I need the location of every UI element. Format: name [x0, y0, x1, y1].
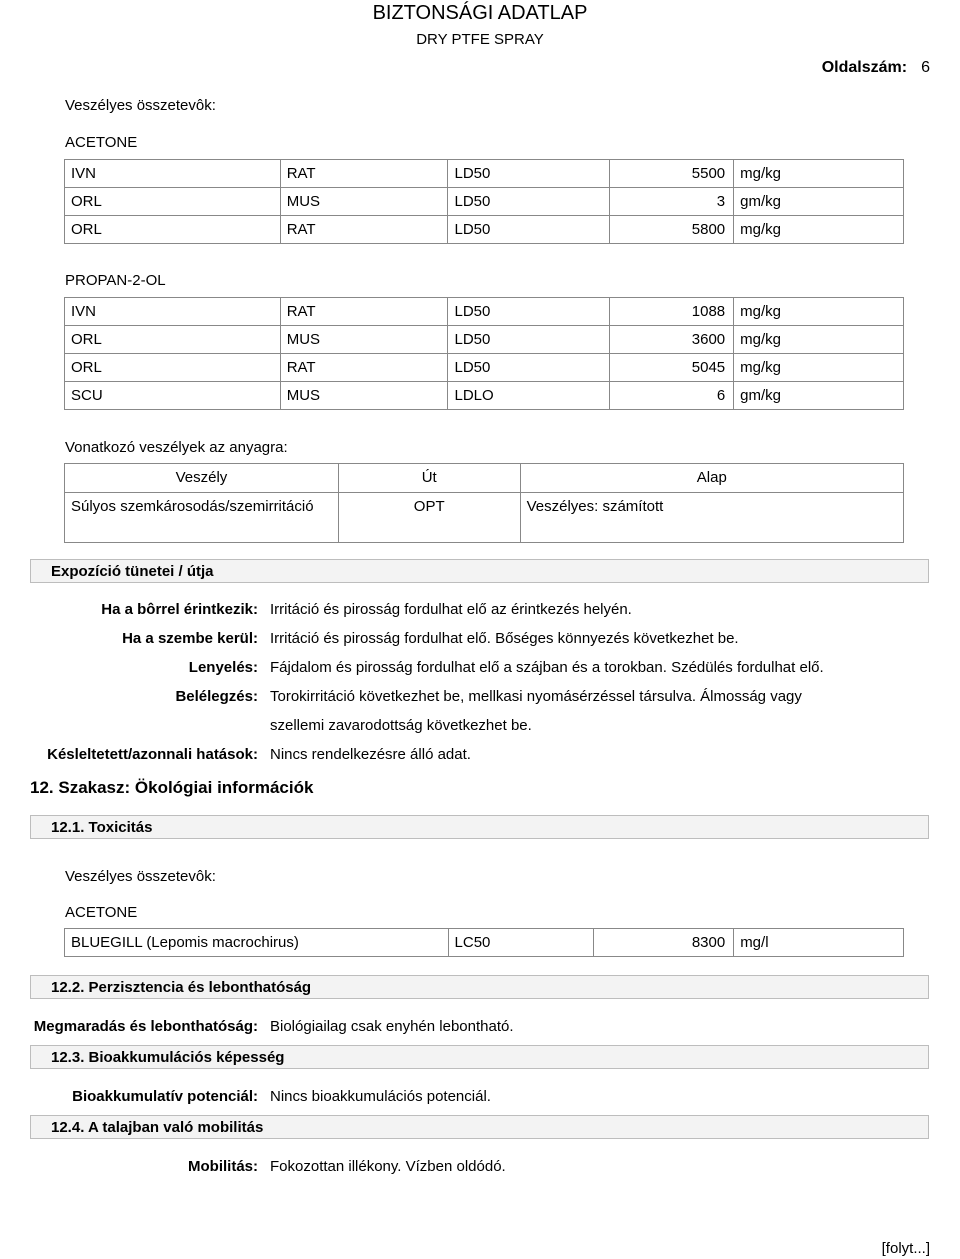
- species-cell: RAT: [280, 216, 448, 244]
- value-cell: 5800: [610, 216, 734, 244]
- test-cell: LD50: [448, 160, 610, 188]
- species-cell: MUS: [280, 326, 448, 354]
- table-row: [65, 929, 904, 957]
- test-cell: LC50: [448, 929, 594, 957]
- related-hazards-label: Vonatkozó veszélyek az anyagra:: [65, 439, 288, 456]
- inhalation-value-continued: szellemi zavarodottság következhet be.: [270, 717, 532, 734]
- skin-contact-label: Ha a bôrrel érintkezik:: [101, 601, 258, 618]
- test-cell: LD50: [448, 298, 610, 326]
- propanol-heading: PROPAN-2-OL: [65, 272, 166, 289]
- delayed-effects-value: Nincs rendelkezésre álló adat.: [270, 746, 471, 763]
- species-cell: RAT: [280, 354, 448, 382]
- acetone-toxicity-table: [64, 159, 904, 244]
- test-cell: LD50: [448, 188, 610, 216]
- route-cell: ORL: [65, 326, 281, 354]
- test-cell: LD50: [448, 354, 610, 382]
- hazardous-components-label: Veszélyes összetevôk:: [65, 97, 216, 114]
- inhalation-value: Torokirritáció következhet be, mellkasi nyomásérzéssel társulva. Álmosság vagy: [270, 688, 802, 705]
- document-title: BIZTONSÁGI ADATLAP: [372, 2, 588, 24]
- hazard-cell: Súlyos szemkárosodás/szemirritáció: [65, 493, 339, 543]
- route-cell: OPT: [338, 493, 520, 543]
- table-header-row: [65, 464, 904, 493]
- unit-cell: mg/kg: [734, 326, 904, 354]
- table-row: [65, 326, 904, 354]
- persistence-label: Megmaradás és lebonthatóság:: [33, 1018, 258, 1035]
- value-cell: 5500: [610, 160, 734, 188]
- route-cell: IVN: [65, 160, 281, 188]
- route-cell: SCU: [65, 382, 281, 410]
- hazard-column-header: Veszély: [65, 464, 339, 493]
- table-row: [65, 298, 904, 326]
- route-cell: IVN: [65, 298, 281, 326]
- unit-cell: mg/kg: [734, 216, 904, 244]
- table-row: [65, 160, 904, 188]
- ingestion-value: Fájdalom és pirosság fordulhat elő a szájban és a torokban. Szédülés fordulhat elő.: [270, 659, 824, 676]
- species-cell: MUS: [280, 188, 448, 216]
- table-row: [65, 216, 904, 244]
- test-cell: LD50: [448, 326, 610, 354]
- route-cell: ORL: [65, 188, 281, 216]
- table-row: [65, 493, 904, 543]
- basis-column-header: Alap: [520, 464, 903, 493]
- value-cell: 6: [610, 382, 734, 410]
- page-label: Oldalszám:: [821, 59, 908, 76]
- ingestion-label: Lenyelés:: [188, 659, 258, 676]
- unit-cell: gm/kg: [734, 382, 904, 410]
- eye-contact-value: Irritáció és pirosság fordulhat elő. Bőséges könnyezés következhet be.: [270, 630, 739, 647]
- species-cell: BLUEGILL (Lepomis macrochirus): [65, 929, 449, 957]
- mobility-bar: 12.4. A talajban való mobilitás: [30, 1115, 929, 1139]
- bioaccumulation-label: Bioakkumulatív potenciál:: [72, 1088, 258, 1105]
- eco-hazardous-components-label: Veszélyes összetevôk:: [65, 868, 216, 885]
- page-number: [822, 59, 930, 77]
- bioaccumulation-value: Nincs bioakkumulációs potenciál.: [270, 1088, 491, 1105]
- route-cell: ORL: [65, 216, 281, 244]
- unit-cell: mg/kg: [734, 160, 904, 188]
- eye-contact-label: Ha a szembe kerül:: [122, 630, 258, 647]
- value-cell: 5045: [610, 354, 734, 382]
- value-cell: 8300: [594, 929, 734, 957]
- eco-toxicity-table: [64, 928, 904, 957]
- mobility-value: Fokozottan illékony. Vízben oldódó.: [270, 1158, 506, 1175]
- table-row: [65, 188, 904, 216]
- skin-contact-value: Irritáció és pirosság fordulhat elő az érintkezés helyén.: [270, 601, 632, 618]
- value-cell: 1088: [610, 298, 734, 326]
- propanol-toxicity-table: [64, 297, 904, 410]
- inhalation-label: Belélegzés:: [175, 688, 258, 705]
- unit-cell: mg/l: [734, 929, 904, 957]
- table-row: [65, 382, 904, 410]
- unit-cell: mg/kg: [734, 298, 904, 326]
- continued-marker: [folyt...]: [881, 1240, 930, 1257]
- species-cell: RAT: [280, 298, 448, 326]
- basis-cell: Veszélyes: számított: [520, 493, 903, 543]
- route-cell: ORL: [65, 354, 281, 382]
- value-cell: 3: [610, 188, 734, 216]
- product-name: DRY PTFE SPRAY: [416, 31, 544, 48]
- bioaccumulation-bar: 12.3. Bioakkumulációs képesség: [30, 1045, 929, 1069]
- test-cell: LDLO: [448, 382, 610, 410]
- persistence-value: Biológiailag csak enyhén lebontható.: [270, 1018, 514, 1035]
- unit-cell: gm/kg: [734, 188, 904, 216]
- table-row: [65, 354, 904, 382]
- exposure-section-bar: Expozíció tünetei / útja: [30, 559, 929, 583]
- eco-acetone-heading: ACETONE: [65, 904, 138, 921]
- species-cell: RAT: [280, 160, 448, 188]
- unit-cell: mg/kg: [734, 354, 904, 382]
- mobility-label: Mobilitás:: [188, 1158, 258, 1175]
- acetone-heading: ACETONE: [65, 134, 138, 151]
- page-value: 6: [921, 59, 930, 76]
- persistence-bar: 12.2. Perzisztencia és lebonthatóság: [30, 975, 929, 999]
- section-12-title: 12. Szakasz: Ökológiai információk: [30, 778, 314, 797]
- toxicity-bar: 12.1. Toxicitás: [30, 815, 929, 839]
- related-hazards-table: [64, 463, 904, 543]
- test-cell: LD50: [448, 216, 610, 244]
- delayed-effects-label: Késleltetett/azonnali hatások:: [47, 746, 258, 763]
- species-cell: MUS: [280, 382, 448, 410]
- route-column-header: Út: [338, 464, 520, 493]
- value-cell: 3600: [610, 326, 734, 354]
